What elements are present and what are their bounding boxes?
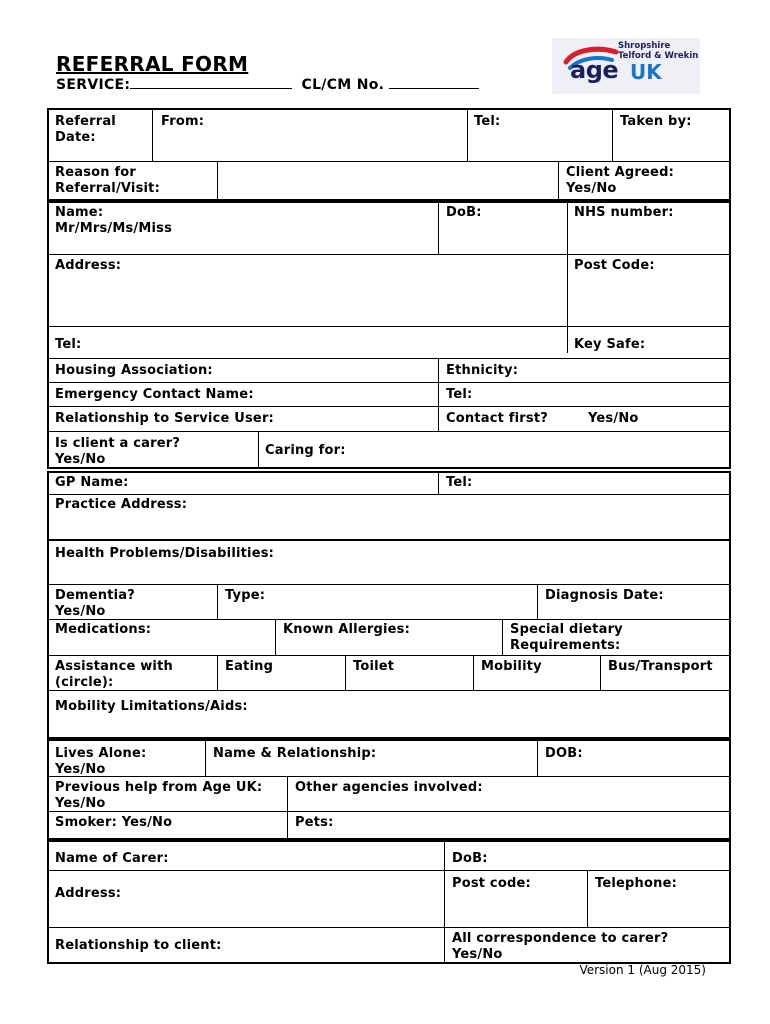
referral-date-label: Referral Date: xyxy=(55,114,116,145)
mobility-limitations-label: Mobility Limitations/Aids: xyxy=(55,699,248,714)
health-problems-label: Health Problems/Disabilities: xyxy=(55,546,275,561)
is-carer-label: Is client a carer? Yes/No xyxy=(55,436,181,467)
dietary-label: Special dietary Requirements: xyxy=(510,622,623,653)
carer-address-label: Address: xyxy=(55,886,122,901)
ethnicity-label: Ethnicity: xyxy=(446,363,519,378)
medications-label: Medications: xyxy=(55,622,152,637)
housing-label: Housing Association: xyxy=(55,363,213,378)
logo-age: age xyxy=(570,56,619,84)
carer-name-label: Name of Carer: xyxy=(55,851,169,866)
gp-tel-label: Tel: xyxy=(446,475,473,490)
assistance-label: Assistance with (circle): xyxy=(55,659,173,690)
logo-line-2: Telford & Wrekin xyxy=(618,51,699,61)
practice-address-label: Practice Address: xyxy=(55,497,188,512)
clcm-label: CL/CM No. xyxy=(301,77,385,93)
previous-help-label: Previous help from Age UK: Yes/No xyxy=(55,780,263,811)
carer-telephone-label: Telephone: xyxy=(595,876,677,891)
name-relationship-label: Name & Relationship: xyxy=(213,746,377,761)
tel-label: Tel: xyxy=(474,114,501,129)
emergency-label: Emergency Contact Name: xyxy=(55,387,254,402)
from-label: From: xyxy=(161,114,205,129)
service-line xyxy=(56,75,479,93)
taken-by-label: Taken by: xyxy=(620,114,692,129)
type-label: Type: xyxy=(225,588,266,603)
diagnosis-date-label: Diagnosis Date: xyxy=(545,588,664,603)
mobility-option[interactable]: Mobility xyxy=(481,659,542,674)
address-label: Address: xyxy=(55,258,122,273)
relationship-label: Relationship to Service User: xyxy=(55,411,274,426)
client-section xyxy=(47,201,731,469)
contact-first-label: Contact first? xyxy=(446,411,548,426)
allergies-label: Known Allergies: xyxy=(283,622,410,637)
correspondence-label: All correspondence to carer? Yes/No xyxy=(452,931,669,962)
caring-for-label: Caring for: xyxy=(265,443,346,458)
bus-transport-option[interactable]: Bus/Transport xyxy=(608,659,713,674)
lives-alone-label: Lives Alone: Yes/No xyxy=(55,746,147,777)
nhs-label: NHS number: xyxy=(574,205,674,220)
client-tel-label: Tel: xyxy=(55,337,82,352)
carer-relationship-label: Relationship to client: xyxy=(55,938,222,953)
carer-dob-label: DoB: xyxy=(452,851,488,866)
toilet-option[interactable]: Toilet xyxy=(353,659,395,674)
version-note: Version 1 (Aug 2015) xyxy=(579,963,706,977)
service-label: SERVICE: xyxy=(56,77,131,93)
gp-name-label: GP Name: xyxy=(55,475,129,490)
smoker-label: Smoker: Yes/No xyxy=(55,815,173,830)
other-agencies-label: Other agencies involved: xyxy=(295,780,483,795)
reason-label: Reason for Referral/Visit: xyxy=(55,165,160,196)
emergency-tel-label: Tel: xyxy=(446,387,473,402)
form-title: REFERRAL FORM xyxy=(56,52,249,76)
logo-line-1: Shropshire xyxy=(618,41,671,51)
carer-postcode-label: Post code: xyxy=(452,876,531,891)
contact-first-yesno: Yes/No xyxy=(588,411,639,426)
keysafe-label: Key Safe: xyxy=(574,337,646,352)
service-field[interactable] xyxy=(130,75,292,89)
dementia-label: Dementia? Yes/No xyxy=(55,588,136,619)
pets-label: Pets: xyxy=(295,815,334,830)
dob-label: DoB: xyxy=(446,205,482,220)
age-uk-logo xyxy=(552,38,700,94)
postcode-label: Post Code: xyxy=(574,258,655,273)
eating-option[interactable]: Eating xyxy=(225,659,274,674)
client-agreed-label: Client Agreed: Yes/No xyxy=(566,165,674,196)
logo-uk: UK xyxy=(630,60,662,84)
clcm-field[interactable] xyxy=(389,75,479,89)
name-label: Name: Mr/Mrs/Ms/Miss xyxy=(55,205,173,236)
living-dob-label: DOB: xyxy=(545,746,583,761)
